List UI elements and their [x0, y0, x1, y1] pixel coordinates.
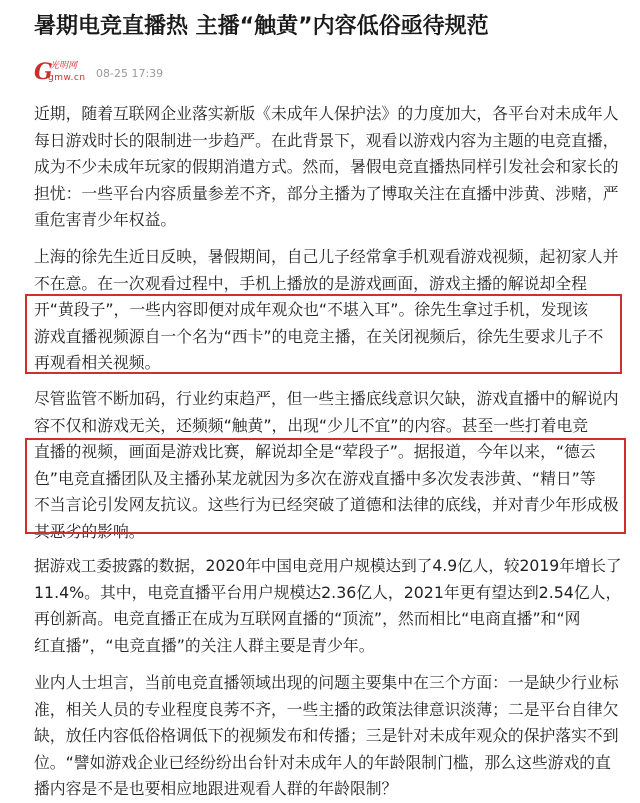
- paragraph-5: [34, 670, 624, 803]
- paragraph-line: 近期，随着互联网企业落实新版《未成年人保护法》的力度加大，各平台对未成年人: [34, 104, 619, 123]
- paragraph-4: [34, 553, 624, 659]
- paragraph-line: 业内人士坦言，当前电竞直播领域出现的问题主要集中在三个方面：一是缺少行业标: [34, 673, 619, 692]
- paragraph-line: 游戏直播视频源自一个名为“西卡”的电竞主播，在关闭视频后，徐先生要求儿子不: [34, 326, 604, 346]
- paragraph-2: [34, 244, 624, 377]
- publish-time: 08-25 17:39: [96, 66, 164, 80]
- paragraph-line: 11.4%。其中，电竞直播平台用户规模达2.36亿人，2021年更有望达到2.54亿人，: [34, 582, 622, 602]
- source-line: [34, 59, 164, 85]
- paragraph-3: [34, 386, 624, 545]
- gmw-logo[interactable]: [34, 59, 90, 85]
- paragraph-line: 再创新高。电竞直播正在成为互联网直播的“顶流”，然而相比“电商直播”和“网: [34, 609, 581, 628]
- paragraph-line: 每日游戏时长的限制进一步趋严。在此背景下，观看以游戏内容为主题的电竞直播，: [34, 130, 619, 150]
- paragraph-line: 直播的视频，画面是游戏比赛，解说却全是“荤段子”。据报道，今年以来，“德云: [34, 442, 596, 461]
- paragraph-line: 担忧：一些平台内容质量参差不齐，部分主播为了博取关注在直播中涉黄、涉赌，严: [34, 183, 619, 203]
- paragraph-line: 其恶劣的影响。: [34, 521, 145, 541]
- paragraph-line: 据游戏工委披露的数据，2020年中国电竞用户规模达到了4.9亿人，较2019年增长了: [34, 557, 622, 575]
- paragraph-line: 尽管监管不断加码，行业约束趋严，但一些主播底线意识欠缺，游戏直播中的解说内: [34, 389, 619, 408]
- paragraph-line: 上海的徐先生近日反映，暑假期间，自己儿子经常拿手机观看游戏视频，起初家人并: [34, 247, 619, 266]
- paragraph-1: [34, 101, 624, 234]
- logo-en: gmw.cn: [48, 73, 86, 83]
- paragraph-line: 色”电竞直播团队及主播孙某龙就因为多次在游戏直播中多次发表涉黄、“精日”等: [34, 468, 596, 488]
- logo-cn: 光明网: [50, 61, 78, 71]
- article-title: 暑期电竞直播热 主播“触黄”内容低俗亟待规范: [34, 14, 489, 39]
- paragraph-line: 缺，放任内容低俗格调低下的视频发布和传播；三是针对未成年观众的保护落实不到: [34, 726, 619, 745]
- paragraph-line: 不在意。在一次观看过程中，手机上播放的是游戏画面，游戏主播的解说却全程: [34, 273, 587, 293]
- paragraph-line: 开“黄段子”，一些内容即便对成年观众也“不堪入耳”。徐先生拿过手机，发现该: [34, 300, 589, 319]
- paragraph-line: 容不仅和游戏无关，还频频“触黄”，出现“少儿不宜”的内容。甚至一些打着电竞: [34, 415, 589, 435]
- paragraph-line: 不当言论引发网友抗议。这些行为已经突破了道德和法律的底线，并对青少年形成极: [34, 495, 619, 514]
- paragraph-line: 重危害青少年权益。: [34, 210, 177, 229]
- paragraph-line: 位。“譬如游戏企业已经纷纷出台针对未成年人的年龄限制门槛，那么这些游戏的直: [34, 752, 611, 772]
- paragraph-line: 红直播”，“电竞直播”的关注人群主要是青少年。: [34, 635, 375, 655]
- paragraph-line: 播内容是不是也要相应地跟进观看人群的年龄限制？: [34, 779, 398, 798]
- logo-letter: G: [34, 59, 53, 85]
- paragraph-line: 准，相关人员的专业程度良莠不齐，一些主播的政策法律意识淡薄；二是平台自律欠: [34, 699, 619, 719]
- paragraph-line: 成为不少未成年玩家的假期消遣方式。然而，暑假电竞直播热同样引发社会和家长的: [34, 157, 619, 176]
- paragraph-line: 再观看相关视频。: [34, 353, 161, 372]
